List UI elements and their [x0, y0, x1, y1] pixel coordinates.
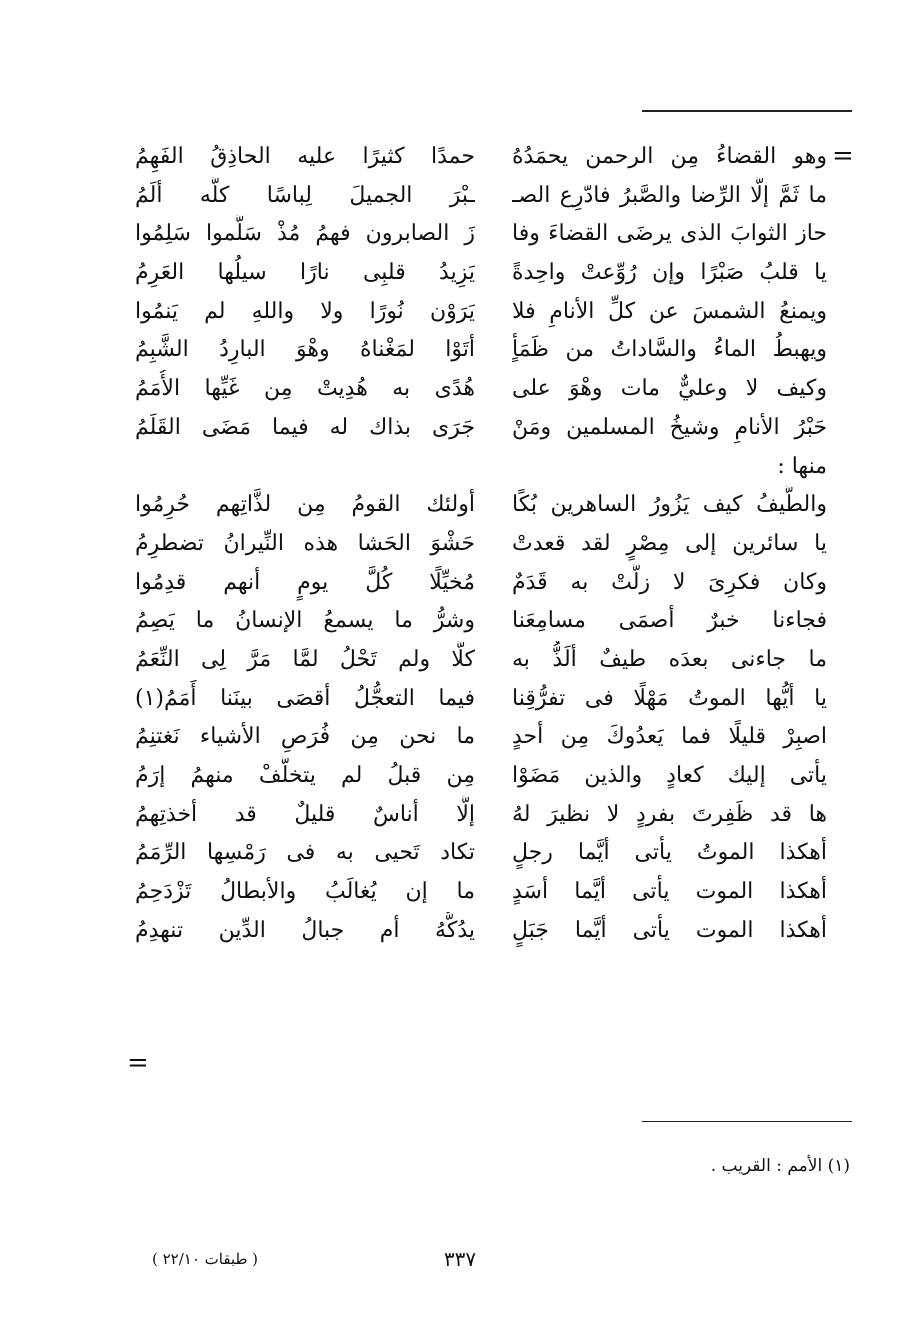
- left-verse-column: [135, 138, 475, 950]
- section-heading: منها :: [777, 453, 827, 479]
- verse-line: أهكذا الموت يأتى أيَّما أسَدٍ: [512, 879, 827, 905]
- verse-line: حمدًا كثيرًا عليه الحاذِقُ الفَهِمُ: [135, 144, 475, 169]
- verse-line: ما إن يُغالَبُ والأبطالُ تَزْدَحِمُ: [135, 879, 475, 905]
- verse-line: زَ الصابرون فهمُ مُذْ سَلَّموا سَلِمُوا: [135, 221, 475, 247]
- verse-line: جَرَى بذاك له فيما مَضَى القَلَمُ: [135, 414, 475, 440]
- verse-line: مُخيِّلًا كُلَّ يومٍ أنهم قدِمُوا: [135, 569, 475, 595]
- verse-line: أتَوْا لمَغْناهُ وهْوَ البارِدُ الشَّبِمُ: [135, 337, 475, 363]
- verse-line: يَرَوْن نُورًا ولا واللهِ لم يَنمُوا: [135, 298, 475, 324]
- header-rule: [642, 110, 852, 112]
- verse-line: ـبْرَ الجميلَ لِباسًا كلُّه ألَمُ: [135, 182, 475, 208]
- verse-line: أهكذا الموتُ يأتى أيَّما رجلٍ: [512, 840, 827, 866]
- stanza-gap: [135, 448, 475, 487]
- verse-line: ما جاءنى بعدَه طيفٌ ألَذُّ به: [512, 646, 827, 672]
- verse-line: والطَّيفُ كيف يَزُورُ الساهرين بُكًا: [512, 492, 827, 518]
- verse-line: أولئك القومُ مِن لذَّاتِهم حُرِمُوا: [135, 492, 475, 518]
- verse-line: يا أيُّها الموتُ مَهْلًا فى تفرُّقِنا: [512, 685, 827, 711]
- signature-mark: ( طبقات ٢٢/١٠ ): [151, 1250, 259, 1268]
- verse-line: يأتى إليك كعادٍ والذين مَضَوْا: [512, 763, 827, 788]
- verse-line: أهكذا الموت يأتى أيَّما جَبَلٍ: [512, 917, 827, 943]
- verse-line: يا سائرين إلى مِصْرٍ لقد قعدتْ: [512, 530, 827, 556]
- page-number: ٣٣٧: [443, 1247, 477, 1271]
- verse-line: وكيف لا وعليٌّ مات وهْوَ على: [512, 376, 827, 402]
- verse-line: كلَّا ولم تَحْلُ لمَّا مَرَّ لِى النِّعَمُ: [135, 646, 475, 672]
- verse-line: وهو القضاءُ مِن الرحمن يحمَدُهُ: [512, 144, 827, 169]
- verse-line: يا قلبُ صَبْرًا وإن رُوِّعتْ واحِدةً: [512, 260, 827, 286]
- verse-line: ما ثَمَّ إلَّا الرِّضا والصَّبرُ فادّرِع الصـ: [512, 182, 827, 208]
- continuation-mark-end: =: [127, 1048, 149, 1078]
- verse-line: وكان فكرِىَ لا زلَّتْ به قَدَمٌ: [512, 569, 827, 595]
- verse-line: ويمنعُ الشمسَ عن كلِّ الأنامِ فلا: [512, 298, 827, 324]
- verse-line: يَزِيدُ قلبِى نارًا سيلُها العَرِمُ: [135, 260, 475, 286]
- verse-line: وشرُّ ما يسمعُ الإنسانُ ما يَصِمُ: [135, 608, 475, 634]
- verse-line: حَبْرُ الأنامِ وشيخُ المسلمين ومَنْ: [512, 414, 827, 440]
- verse-line: تكاد تَحيى به فى رَمْسِها الرِّمَمُ: [135, 840, 475, 866]
- verse-line: يدُكُّهُ أم جبالُ الدِّين تنهدِمُ: [135, 917, 475, 943]
- verse-line: إلَّا أناسٌ قليلٌ قد أخذتِهمُ: [135, 801, 475, 827]
- verse-line: ها قد ظَفِرتَ بفردٍ لا نظيرَ لهُ: [512, 801, 827, 827]
- verse-line: ما نحن مِن فُرَصِ الأشياء نَغتنِمُ: [135, 724, 475, 750]
- footnote: (١) الأمم : القريب .: [710, 1156, 850, 1176]
- verse-line: مِن قبلُ لم يتخلَّفْ منهمُ إرَمُ: [135, 763, 475, 788]
- verse-line: حاز الثوابَ الذى يرضَى القضاءَ وفا: [512, 221, 827, 247]
- verse-line: ويهبطُ الماءُ والسَّاداتُ من ظَمَأٍ: [512, 337, 827, 363]
- verse-line: فجاءنا خبرٌ أصمَى مسامِعَنا: [512, 608, 827, 634]
- verse-line: هُدًى به هُدِيتْ مِن غَيِّها الأُمَمُ: [135, 376, 475, 402]
- verse-line: اصبِرْ قليلًا فما يَعدُوكَ مِن أحدٍ: [512, 724, 827, 750]
- continuation-mark-start: =: [832, 141, 854, 171]
- verse-line: حَشْوَ الحَشا هذه النِّيرانُ تضطرِمُ: [135, 530, 475, 556]
- footnote-rule: [642, 1121, 852, 1122]
- right-verse-column: [512, 138, 827, 950]
- verse-line: فيما التعجُّلُ أقصَى بينَنا أَمَمُ(١): [135, 685, 475, 711]
